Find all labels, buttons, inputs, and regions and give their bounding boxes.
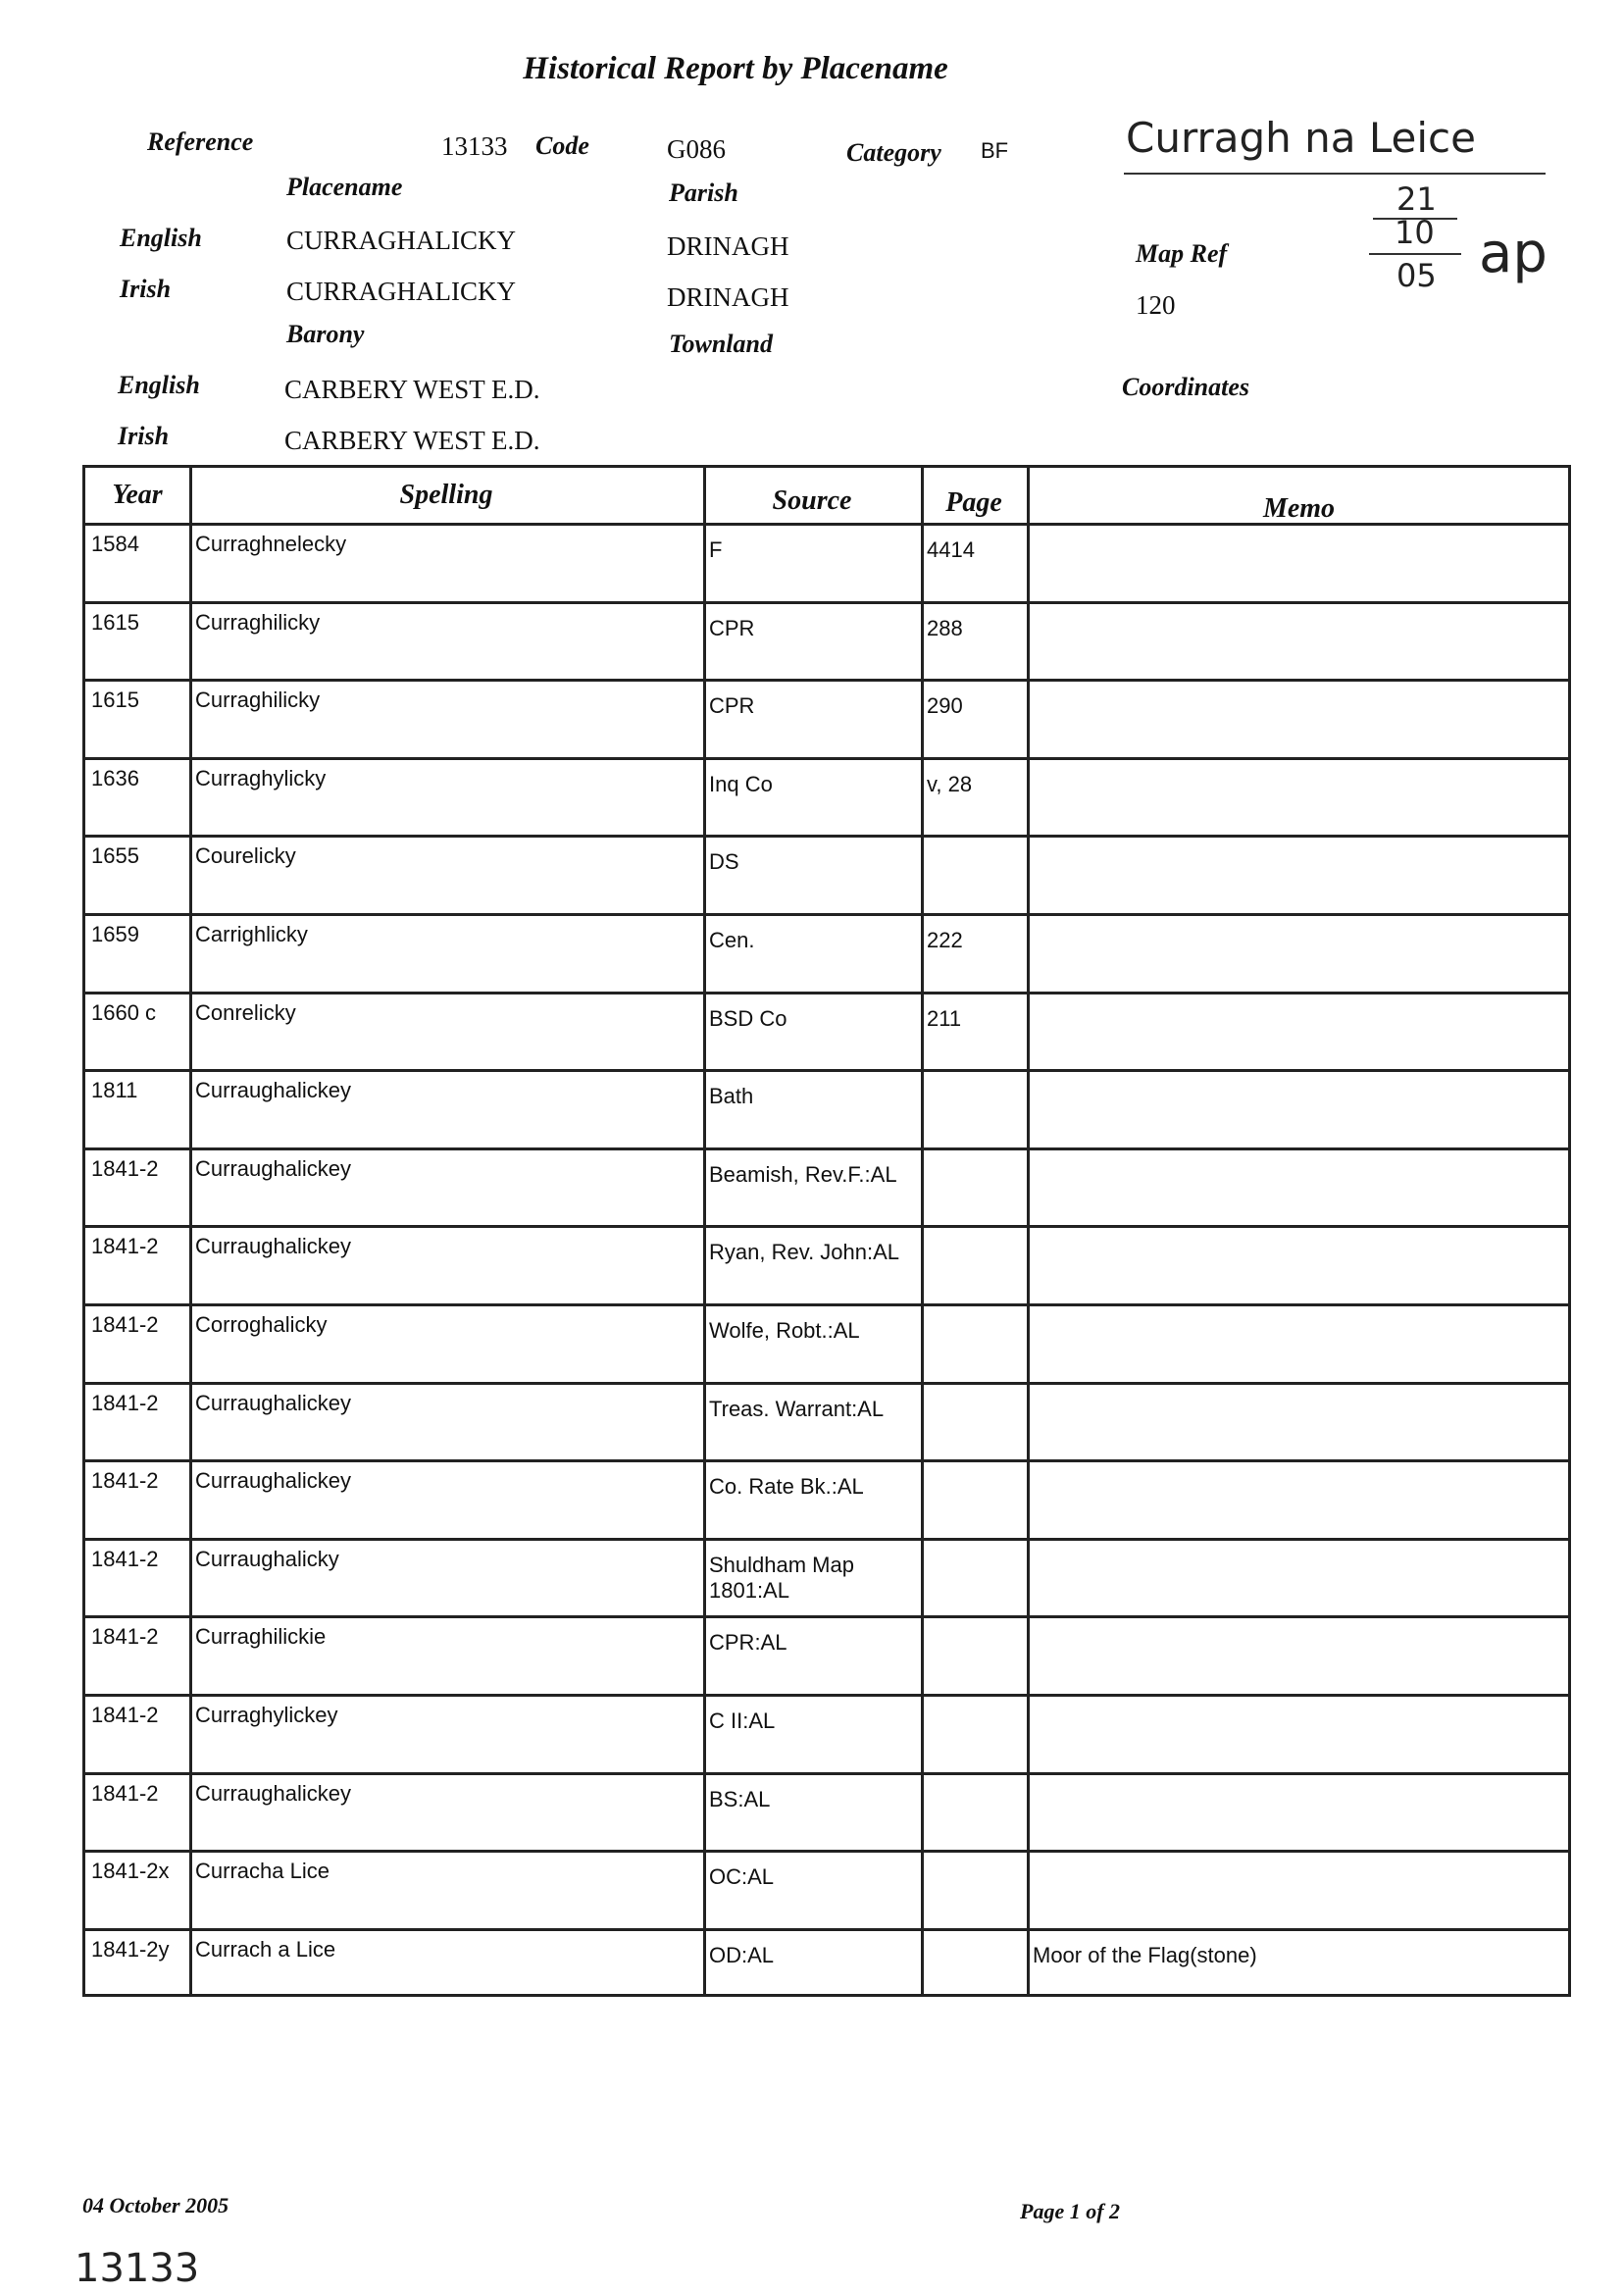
cell-year: 1841-2 [91,1155,159,1181]
cell-year: 1841-2x [91,1859,170,1884]
table-row [85,757,1568,839]
cell-year: 1841-2 [91,1234,159,1259]
barony-irish: CARBERY WEST E.D. [284,426,540,455]
cell-year: 1615 [91,609,139,635]
cell-year: 1841-2 [91,1546,159,1571]
cell-spelling: Conrelicky [195,999,296,1025]
table-row [85,1850,1568,1931]
cell-spelling: Curraughalickey [195,1390,351,1415]
table-row [85,1382,1568,1463]
table-row [85,992,1568,1073]
cell-source: DS [709,849,739,875]
cell-spelling: Currach a Lice [195,1936,336,1962]
handwritten-fraction-line-2 [1369,253,1461,255]
cell-year: 1584 [91,532,139,556]
table-row [85,913,1568,994]
cell-spelling: Curraghilickie [195,1624,327,1650]
reference-value: 13133 [441,131,508,161]
table-row [85,1069,1568,1150]
cell-year: 1841-2 [91,1390,159,1415]
cell-year: 1841-2 [91,1468,159,1494]
table-row [85,1928,1568,2010]
cell-spelling: Curraughalicky [195,1546,339,1571]
table-row [85,1615,1568,1697]
cell-source: OC:AL [709,1864,775,1890]
coordinates-label: Coordinates [1122,373,1250,401]
table-row [85,835,1568,916]
cell-source: BS:AL [709,1786,771,1811]
barony-label: Barony [286,320,365,348]
handwritten-month: 10 [1395,214,1435,251]
cell-year: 1660 c [91,999,157,1025]
handwritten-day: 21 [1396,180,1437,218]
cell-source: Shuldham Map 1801:AL [709,1552,854,1603]
cell-source: OD:AL [709,1942,775,1967]
cell-source: Bath [709,1084,754,1109]
placename-irish-label: Irish [120,275,172,303]
cell-spelling: Curraghilicky [195,609,321,635]
table-row [85,1772,1568,1854]
mapref-label: Map Ref [1136,239,1228,268]
parish-irish: DRINAGH [667,282,789,312]
placename-english-label: English [120,224,202,252]
placename-label: Placename [286,173,403,201]
cell-page: 211 [927,1005,962,1031]
cell-source: CPR:AL [709,1630,787,1656]
parish-english: DRINAGH [667,231,789,261]
footer-date: 04 October 2005 [82,2193,229,2218]
cell-memo: Moor of the Flag(stone) [1033,1942,1257,1967]
cell-source: BSD Co [709,1005,787,1031]
handwritten-initials: ap [1479,222,1548,285]
cell-source: Inq Co [709,771,773,796]
handwritten-irish-name: Curragh na Leice [1126,114,1476,162]
cell-page: 288 [927,615,963,640]
handwritten-footer-number: 13133 [75,2246,200,2291]
cell-spelling: Curraughalickey [195,1468,351,1494]
cell-year: 1841-2 [91,1624,159,1650]
cell-spelling: Corroghalicky [195,1312,328,1337]
header-memo: Memo [1262,493,1336,524]
cell-spelling: Curraghilicky [195,688,321,713]
table-row [85,1225,1568,1306]
cell-page: v, 28 [927,771,973,796]
cell-spelling: Curraughalickey [195,1155,351,1181]
cell-source: CPR [709,693,755,719]
footer-page: Page 1 of 2 [1020,2199,1121,2223]
cell-source: Ryan, Rev. John:AL [709,1240,900,1265]
cell-source: F [709,537,723,562]
cell-year: 1841-2y [91,1936,170,1962]
cell-source: Treas. Warrant:AL [709,1396,885,1421]
cell-spelling: Curraghylickey [195,1703,338,1727]
cell-source: Wolfe, Robt.:AL [709,1318,860,1343]
handwritten-underline [1124,173,1546,175]
header-source: Source [772,485,852,516]
cell-source: C II:AL [709,1708,776,1733]
cell-spelling: Curraughalickey [195,1078,351,1103]
barony-english-label: English [118,371,200,399]
cell-spelling: Curraughalickey [195,1234,351,1259]
category-value: BF [981,138,1009,163]
table-row [85,1459,1568,1541]
cell-source: Beamish, Rev.F.:AL [709,1161,897,1187]
header-spelling: Spelling [399,480,493,510]
cell-year: 1659 [91,922,139,946]
barony-irish-label: Irish [118,422,170,450]
cell-spelling: Courelicky [195,843,296,869]
code-label: Code [535,131,589,160]
cell-year: 1841-2 [91,1780,159,1806]
cell-year: 1811 [91,1078,138,1103]
cell-page: 222 [927,928,963,952]
handwritten-year: 05 [1396,257,1437,294]
cell-spelling: Curraghnelecky [195,532,347,556]
cell-year: 1636 [91,765,139,790]
mapref-value: 120 [1136,290,1176,320]
placename-english: CURRAGHALICKY [286,226,517,255]
cell-spelling: Curraghylicky [195,765,327,790]
table-row [85,523,1568,604]
code-value: G086 [667,134,726,164]
cell-spelling: Curracha Lice [195,1859,330,1884]
townland-label: Townland [669,330,773,358]
cell-year: 1841-2 [91,1312,159,1337]
cell-source: CPR [709,615,755,640]
cell-page: 290 [927,693,963,719]
cell-spelling: Carrighlicky [195,922,308,946]
placename-irish: CURRAGHALICKY [286,277,517,306]
table-row [85,601,1568,683]
category-label: Category [846,138,941,167]
cell-year: 1615 [91,688,139,713]
report-title: Historical Report by Placename [523,51,948,86]
reference-label: Reference [147,127,254,156]
cell-spelling: Curraughalickey [195,1780,351,1806]
cell-source: Co. Rate Bk.:AL [709,1474,864,1500]
cell-page: 4414 [927,537,975,562]
cell-year: 1841-2 [91,1703,159,1727]
table-row [85,1538,1568,1619]
table-row [85,1147,1568,1229]
parish-label: Parish [669,178,738,207]
table-row [85,679,1568,760]
table-row [85,1303,1568,1385]
barony-english: CARBERY WEST E.D. [284,375,540,404]
header-year: Year [112,480,163,510]
header-page: Page [945,487,1002,518]
table-row [85,1694,1568,1775]
cell-year: 1655 [91,843,139,869]
cell-source: Cen. [709,928,755,952]
history-table [82,465,1571,1997]
